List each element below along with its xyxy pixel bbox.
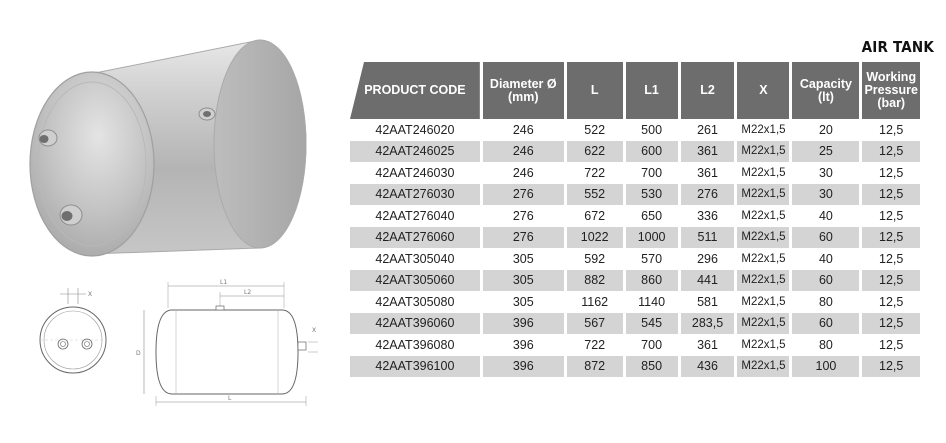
cell-l1: 700	[626, 162, 681, 184]
cell-diameter: 246	[483, 141, 567, 163]
cell-l1: 650	[626, 205, 681, 227]
cell-diameter: 246	[483, 119, 567, 141]
header-l: L	[567, 62, 626, 119]
spec-table-body	[350, 119, 920, 377]
cell-diameter: 396	[483, 313, 567, 335]
table-row	[350, 248, 920, 270]
cell-capacity: 80	[792, 334, 862, 356]
cell-x: M22x1,5	[737, 248, 792, 270]
cell-l2: 261	[681, 119, 738, 141]
table-row	[350, 313, 920, 335]
air-tank-photo	[22, 32, 322, 257]
cell-l1: 700	[626, 334, 681, 356]
cell-l2: 361	[681, 162, 738, 184]
table-row	[350, 119, 920, 141]
cell-capacity: 20	[792, 119, 862, 141]
dim-l2-label: L2	[244, 289, 252, 296]
cell-pressure: 12,5	[862, 141, 920, 163]
table-header-row	[350, 62, 920, 119]
cell-l1: 850	[626, 356, 681, 378]
cell-l: 722	[567, 162, 626, 184]
cell-code: 42AAT276030	[350, 184, 483, 206]
side-view-drawing	[132, 278, 322, 408]
cell-capacity: 40	[792, 205, 862, 227]
dim-x-label-side: X	[312, 327, 317, 334]
cell-l2: 581	[681, 291, 738, 313]
cell-pressure: 12,5	[862, 291, 920, 313]
cell-pressure: 12,5	[862, 356, 920, 378]
cell-capacity: 30	[792, 162, 862, 184]
cell-x: M22x1,5	[737, 227, 792, 249]
cell-l2: 511	[681, 227, 738, 249]
cell-diameter: 305	[483, 248, 567, 270]
cell-l: 1162	[567, 291, 626, 313]
cell-pressure: 12,5	[862, 227, 920, 249]
table-row	[350, 270, 920, 292]
cell-l: 622	[567, 141, 626, 163]
cell-pressure: 12,5	[862, 248, 920, 270]
cell-l2: 361	[681, 141, 738, 163]
cell-diameter: 276	[483, 184, 567, 206]
cell-capacity: 100	[792, 356, 862, 378]
cell-diameter: 396	[483, 356, 567, 378]
cell-code: 42AAT396100	[350, 356, 483, 378]
cell-l: 872	[567, 356, 626, 378]
cell-capacity: 25	[792, 141, 862, 163]
cell-x: M22x1,5	[737, 119, 792, 141]
cell-capacity: 60	[792, 313, 862, 335]
header-l1: L1	[626, 62, 681, 119]
cell-l2: 361	[681, 334, 738, 356]
cell-l2: 441	[681, 270, 738, 292]
cell-l2: 436	[681, 356, 738, 378]
cell-pressure: 12,5	[862, 119, 920, 141]
cell-code: 42AAT396060	[350, 313, 483, 335]
cell-l1: 500	[626, 119, 681, 141]
cell-l: 567	[567, 313, 626, 335]
page-title: AIR TANK	[861, 38, 934, 56]
cell-l: 882	[567, 270, 626, 292]
cell-capacity: 80	[792, 291, 862, 313]
cell-x: M22x1,5	[737, 270, 792, 292]
cell-l: 1022	[567, 227, 626, 249]
cell-diameter: 246	[483, 162, 567, 184]
cell-code: 42AAT305080	[350, 291, 483, 313]
cell-l1: 860	[626, 270, 681, 292]
cell-pressure: 12,5	[862, 162, 920, 184]
dim-d-label: D	[136, 350, 141, 357]
cell-l: 552	[567, 184, 626, 206]
table-row	[350, 141, 920, 163]
header-working-pressure: Working Pressure (bar)	[862, 62, 920, 119]
cell-x: M22x1,5	[737, 356, 792, 378]
cell-l: 592	[567, 248, 626, 270]
cell-code: 42AAT276060	[350, 227, 483, 249]
spec-table	[350, 62, 920, 377]
cell-code: 42AAT276040	[350, 205, 483, 227]
cell-code: 42AAT305060	[350, 270, 483, 292]
cell-code: 42AAT246030	[350, 162, 483, 184]
cell-x: M22x1,5	[737, 184, 792, 206]
cell-pressure: 12,5	[862, 270, 920, 292]
cell-l2: 283,5	[681, 313, 738, 335]
cell-pressure: 12,5	[862, 184, 920, 206]
table-row	[350, 356, 920, 378]
cell-x: M22x1,5	[737, 205, 792, 227]
cell-capacity: 40	[792, 248, 862, 270]
cell-code: 42AAT396080	[350, 334, 483, 356]
cell-l: 672	[567, 205, 626, 227]
cell-x: M22x1,5	[737, 313, 792, 335]
table-row	[350, 291, 920, 313]
header-diameter: Diameter Ø (mm)	[483, 62, 567, 119]
cell-capacity: 60	[792, 270, 862, 292]
cell-pressure: 12,5	[862, 313, 920, 335]
table-row	[350, 162, 920, 184]
table-row	[350, 205, 920, 227]
dim-x-label-end: X	[88, 291, 93, 298]
dim-l1-label: L1	[220, 279, 228, 286]
cell-code: 42AAT246020	[350, 119, 483, 141]
end-view-drawing	[30, 284, 120, 394]
cell-l1: 600	[626, 141, 681, 163]
cell-l1: 530	[626, 184, 681, 206]
cell-x: M22x1,5	[737, 162, 792, 184]
cell-diameter: 305	[483, 291, 567, 313]
cell-diameter: 396	[483, 334, 567, 356]
header-capacity: Capacity (lt)	[792, 62, 862, 119]
cell-l: 722	[567, 334, 626, 356]
table-row	[350, 227, 920, 249]
cell-l2: 296	[681, 248, 738, 270]
cell-code: 42AAT246025	[350, 141, 483, 163]
cell-x: M22x1,5	[737, 141, 792, 163]
cell-diameter: 276	[483, 227, 567, 249]
cell-l1: 545	[626, 313, 681, 335]
header-l2: L2	[681, 62, 738, 119]
cell-l1: 1000	[626, 227, 681, 249]
cell-capacity: 30	[792, 184, 862, 206]
header-x: X	[737, 62, 792, 119]
cell-l1: 570	[626, 248, 681, 270]
header-product-code: PRODUCT CODE	[350, 62, 483, 119]
dim-l-label: L	[228, 395, 232, 402]
cell-capacity: 60	[792, 227, 862, 249]
table-row	[350, 184, 920, 206]
cell-l: 522	[567, 119, 626, 141]
cell-pressure: 12,5	[862, 205, 920, 227]
cell-code: 42AAT305040	[350, 248, 483, 270]
cell-l2: 276	[681, 184, 738, 206]
cell-pressure: 12,5	[862, 334, 920, 356]
cell-diameter: 305	[483, 270, 567, 292]
cell-diameter: 276	[483, 205, 567, 227]
cell-x: M22x1,5	[737, 334, 792, 356]
table-row	[350, 334, 920, 356]
cell-l1: 1140	[626, 291, 681, 313]
cell-x: M22x1,5	[737, 291, 792, 313]
cell-l2: 336	[681, 205, 738, 227]
